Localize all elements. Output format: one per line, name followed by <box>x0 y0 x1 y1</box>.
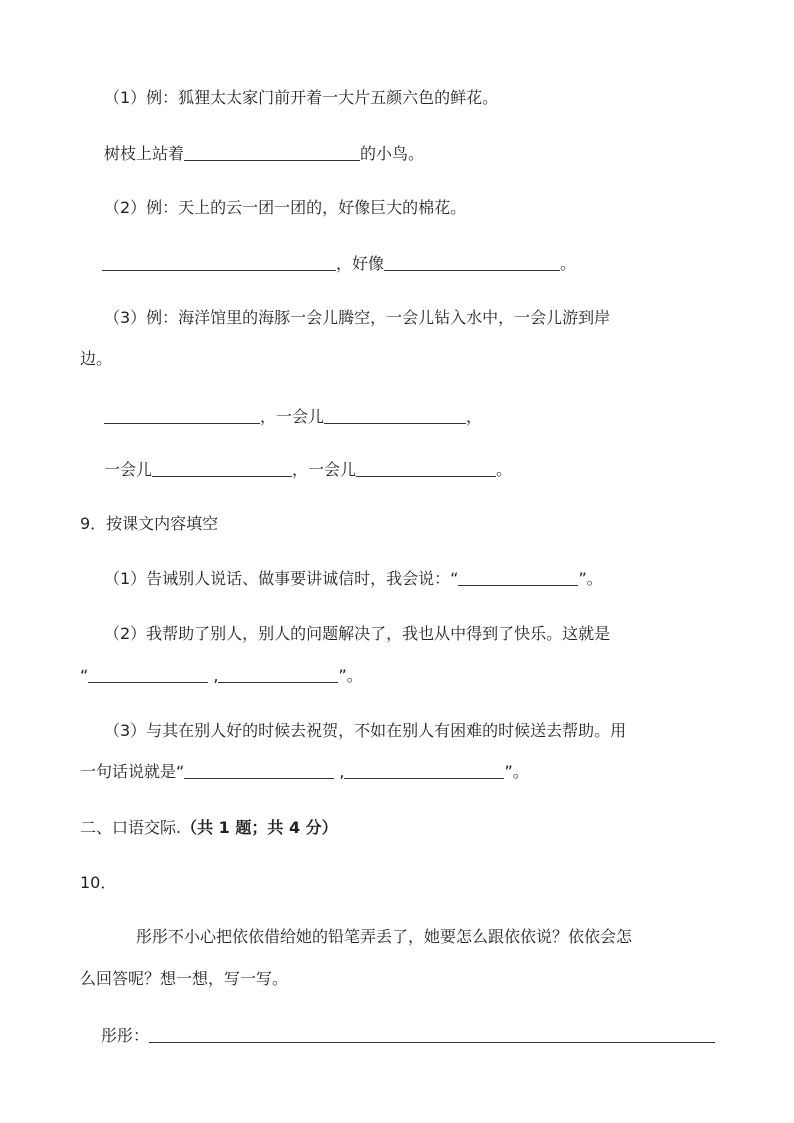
q8-p3-blank-3[interactable] <box>152 460 292 477</box>
q8-p2-blank-2[interactable] <box>384 254 560 271</box>
q8-p3-answer-line2 <box>104 459 512 481</box>
q10-line1: 彤彤不小心把依依借给她的铅笔弄丢了，她要怎么跟依依说？依依会怎 <box>136 927 633 946</box>
q8-p3-blank-4[interactable] <box>356 460 496 477</box>
q9-p1-end: ”。 <box>578 569 603 588</box>
q9-title: 9．按课文内容填空 <box>80 514 219 533</box>
q9-p1-blank[interactable] <box>458 569 578 586</box>
q8-p3-blank-2[interactable] <box>324 407 466 424</box>
q8-p1-prompt-before: 树枝上站着 <box>104 144 185 163</box>
q10-answer-line <box>101 1025 715 1047</box>
q8-p1-blank[interactable] <box>184 144 360 161</box>
q10-line2: 么回答呢？想一想，写一写。 <box>80 969 289 988</box>
q8-p3-end: 。 <box>496 460 513 479</box>
q9-p3-lead: 一句话说就是“ <box>80 762 185 781</box>
q10-answer-blank[interactable] <box>149 1026 715 1043</box>
q8-p3-sep1: ，一会儿 <box>260 407 325 426</box>
q9-p3-blank-1[interactable] <box>184 762 334 779</box>
q8-p2-answer-line <box>102 253 576 275</box>
q9-p3-text: （3）与其在别人好的时候去祝贺，不如在别人有困难的时候送去帮助。用 <box>104 721 627 740</box>
q9-p2-end: ”。 <box>338 666 363 685</box>
q10-number: 10． <box>80 873 117 892</box>
section-2-title: 二、口语交际. <box>80 818 182 837</box>
q9-p3-comma: , <box>334 762 345 781</box>
q8-p3-example-line2: 边。 <box>80 349 113 368</box>
q9-p3-end: ”。 <box>504 762 529 781</box>
q8-p1-prompt-after: 的小鸟。 <box>360 144 425 163</box>
q8-p3-sep2: ，一会儿 <box>292 460 357 479</box>
q8-p1-answer-line <box>104 143 424 165</box>
q9-p2-comma: , <box>208 666 219 685</box>
q8-p2-mid: ，好像 <box>336 254 385 273</box>
q9-p2-answer-line <box>80 665 363 687</box>
section-2-heading <box>80 817 338 839</box>
q9-p3-answer-line <box>80 761 529 783</box>
q9-p1-text: （1）告诫别人说话、做事要讲诚信时，我会说：“ <box>104 569 459 588</box>
q8-p3-comma: ， <box>466 407 483 426</box>
q8-p3-blank-1[interactable] <box>104 407 260 424</box>
q9-p1-line <box>104 568 603 590</box>
q9-p2-text: （2）我帮助了别人，别人的问题解决了，我也从中得到了快乐。这就是 <box>104 624 611 643</box>
q8-p3-answer-line1 <box>104 406 482 428</box>
q10-answer-label: 彤彤： <box>101 1026 150 1045</box>
section-2-score: （共 1 题；共 4 分） <box>181 818 338 837</box>
q9-p2-blank-2[interactable] <box>218 666 338 683</box>
q9-p2-open: “ <box>80 666 89 685</box>
q8-p2-example: （2）例：天上的云一团一团的，好像巨大的棉花。 <box>104 198 467 217</box>
q9-p2-blank-1[interactable] <box>88 666 208 683</box>
q8-p3-start: 一会儿 <box>104 460 153 479</box>
q8-p3-example-line1: （3）例：海洋馆里的海豚一会儿腾空，一会儿钻入水中，一会儿游到岸 <box>104 308 611 327</box>
q8-p2-blank-1[interactable] <box>102 254 336 271</box>
q8-p1-example: （1）例：狐狸太太家门前开着一大片五颜六色的鲜花。 <box>104 88 499 107</box>
q8-p2-end: 。 <box>560 254 577 273</box>
q9-p3-blank-2[interactable] <box>344 762 504 779</box>
